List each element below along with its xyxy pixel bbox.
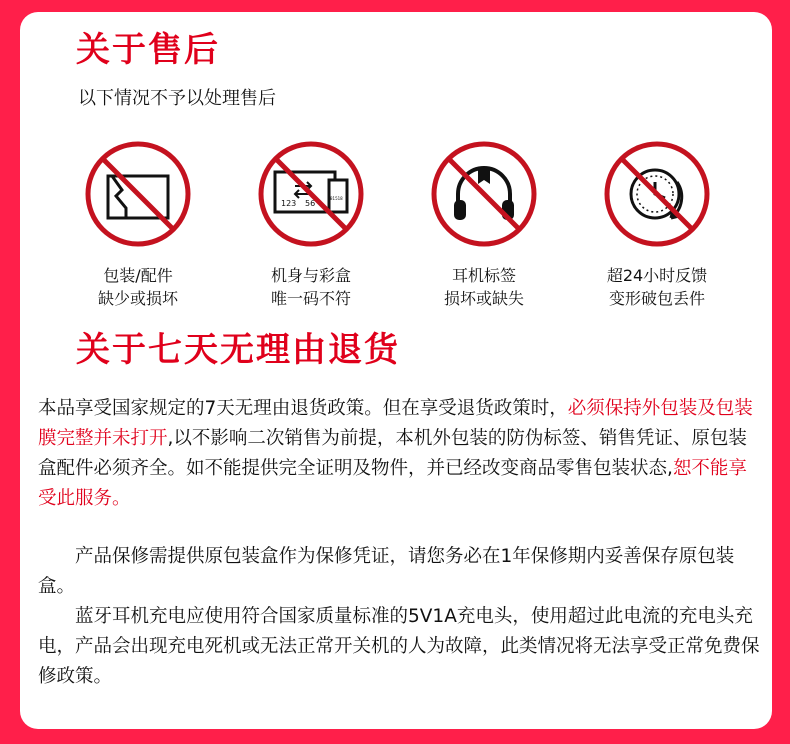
after-sales-subtitle: 以下情况不予以处理售后 bbox=[78, 88, 276, 109]
icon-label-4: 超24小时反馈 变形破包丢件 bbox=[606, 266, 708, 308]
svg-text:81518: 81518 bbox=[330, 196, 343, 201]
icon-label-3: 耳机标签 损坏或缺失 bbox=[443, 266, 524, 308]
folded-package-icon bbox=[82, 138, 194, 250]
serial-label-icon bbox=[255, 138, 367, 250]
charging-paragraph: 蓝牙耳机充电应使用符合国家质量标准的5V1A充电头，使用超过此电流的充电头充电，产品会出现充电死机或无法正常开关机的人为故障，此类情况将无法享受正常免费保修政策。 bbox=[38, 606, 760, 687]
svg-text:123: 123 bbox=[281, 199, 297, 208]
icon-label-1: 包装/配件 缺少或损坏 bbox=[97, 266, 178, 308]
warranty-paragraph: 产品保修需提供原包装盒作为保修凭证，请您务必在1年保修期内妥善保存原包装盒。 bbox=[38, 546, 735, 597]
return-policy-title: 关于七天无理由退货 bbox=[76, 330, 400, 370]
after-sales-title: 关于售后 bbox=[76, 30, 220, 70]
svg-text:56: 56 bbox=[305, 199, 316, 208]
icon-label-2: 机身与彩盒 唯一码不符 bbox=[270, 266, 351, 308]
headphones-icon bbox=[428, 138, 540, 250]
return-policy-paragraph-1: 本品享受国家规定的7天无理由退货政策。但在享受退货政策时，必须保持外包装及包装膜完整并未打开,以不影响二次销售为前提，本机外包装的防伪标签、销售凭证、原包装盒配件必须齐全。如不能提供完全证明及物件，并已经改变商品零售包装状态,恕不能享受此服务。 bbox=[38, 398, 753, 509]
clock-icon bbox=[601, 138, 713, 250]
no-service-icons bbox=[0, 0, 790, 320]
